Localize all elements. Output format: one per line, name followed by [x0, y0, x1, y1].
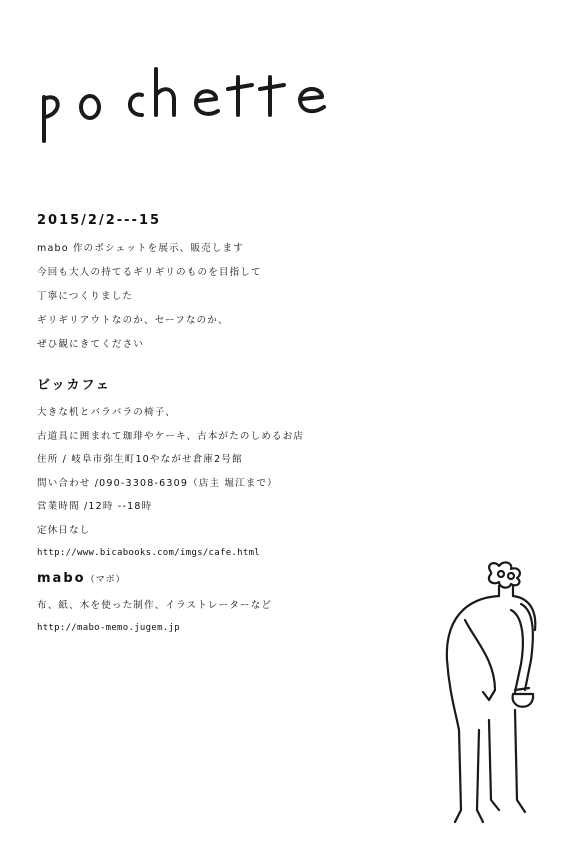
artist-url-link[interactable]: http://mabo-memo.jugem.jp — [37, 623, 180, 633]
event-line: 今回も大人の持てるギリギリのものを目指して — [37, 267, 262, 278]
event-line: ギリギリアウトなのか、セーフなのか、 — [37, 315, 229, 326]
venue-contact: 問い合わせ /090-3308-6309（店主 堀江まで） — [37, 477, 278, 489]
artist-name: mabo — [37, 571, 86, 586]
venue-section — [37, 374, 304, 566]
venue-hours: 営業時間 /12時 --18時 — [37, 501, 153, 512]
title-lettering — [30, 40, 350, 150]
venue-line: 古道具に囲まれて珈琲やケーキ、古本がたのしめるお店 — [37, 430, 305, 442]
venue-url-link[interactable]: http://www.bicabooks.com/imgs/cafe.html — [37, 548, 261, 558]
event-line: 丁寧につくりました — [37, 291, 134, 302]
artist-line: 布、紙、木を使った制作、イラストレーターなど — [37, 600, 273, 611]
event-date: 2015/2/2---15 — [37, 213, 162, 228]
event-section — [37, 213, 262, 357]
venue-name: ビッカフェ — [37, 378, 111, 393]
artist-kana: （マボ） — [85, 575, 126, 585]
event-line: mabo 作のポシェットを展示、販売します — [37, 243, 244, 254]
venue-holiday: 定休日なし — [37, 524, 91, 536]
event-line: ぜひ観にきてください — [37, 339, 145, 350]
figure-illustration — [425, 560, 575, 840]
venue-line: 大きな机とバラバラの椅子、 — [37, 407, 177, 418]
venue-address: 住所 / 岐阜市弥生町10やながせ倉庫2号館 — [37, 454, 243, 465]
title-text: pochette — [30, 40, 102, 59]
artist-section — [37, 571, 272, 640]
